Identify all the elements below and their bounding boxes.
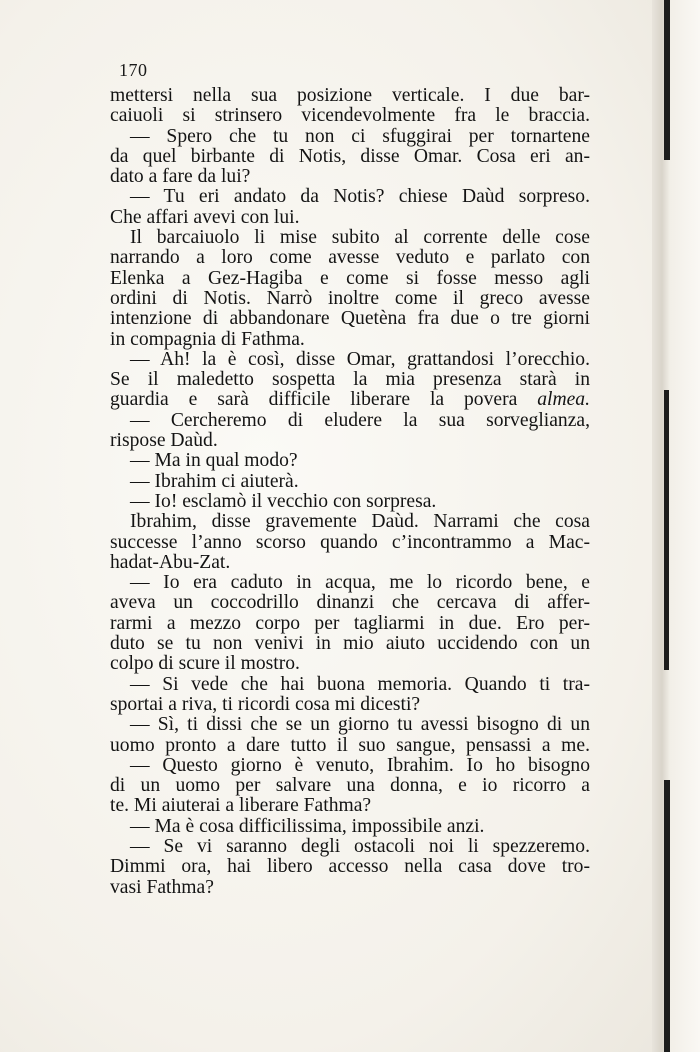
page-number: 170 [119,60,148,80]
text-line-content: guardia e sarà difficile liberare la povera [110,389,518,411]
text-line [110,675,590,695]
text-line [110,776,590,796]
text-line-content: da quel birbante di Notis, disse Omar. Cosa eri an- [110,145,590,167]
text-line-content: di un uomo per salvare una donna, e io ricorro a [110,775,590,797]
text-line-content: Ibrahim, disse gravemente Daùd. Narrami che cosa [130,511,590,533]
text-line [110,106,590,126]
text-line [110,857,590,877]
italic-word: almea. [537,389,590,411]
text-line-content: — Se vi saranno degli ostacoli noi li spezzeremo. [130,835,590,857]
text-line-content: te. Mi aiuterai a liberare Fathma? [110,795,372,817]
text-line-content: duto se tu non venivi in mio aiuto uccidendo con un [110,633,590,655]
text-line-content: narrando a loro come avesse veduto e parlato con [110,247,590,269]
text-line-content: ordini di Notis. Narrò inoltre come il greco avesse [110,287,590,309]
text-line [110,593,590,613]
text-line-content: in compagnia di Fathma. [110,328,305,350]
body-text [110,86,590,898]
text-line-content: sportai a riva, ti ricordi cosa mi dicesti? [110,693,421,715]
text-line [110,147,590,167]
text-line [110,208,590,228]
text-line [110,228,590,248]
text-line [110,86,590,106]
text-line-content: caiuoli si strinsero vicendevolmente fra le braccia. [110,105,590,127]
text-line-content: mettersi nella sua posizione verticale. I due bar- [110,85,590,106]
text-line [110,634,590,654]
text-line [110,411,590,431]
text-line [110,695,590,715]
text-line [110,817,590,837]
spine-shadow-top [664,0,670,160]
text-line [110,269,590,289]
text-line-content: — Ma è cosa difficilissima, impossibile anzi. [130,815,485,837]
text-line-content: — Sì, ti dissi che se un giorno tu avessi bisogno di un [130,714,590,736]
text-line-content: intenzione di abbandonare Quetèna fra due o tre giorni [110,308,590,330]
text-line [110,715,590,735]
text-line [110,472,590,492]
text-line [110,390,590,410]
text-line-content: — Si vede che hai buona memoria. Quando ti tra- [130,673,590,695]
text-line [110,492,590,512]
text-line-content: — Tu eri andato da Notis? chiese Daùd sorpreso. [130,186,590,208]
text-line [110,330,590,350]
text-line-content: Il barcaiuolo li mise subito al corrente delle cose [130,227,590,249]
text-line-content: Elenka a Gez-Hagiba e come si fosse messo agli [110,267,590,289]
text-line-content: Che affari avevi con lui. [110,206,300,228]
text-line-content: — Io era caduto in acqua, me lo ricordo bene, e [130,572,590,594]
text-line [110,796,590,816]
text-line-content: rispose Daùd. [110,430,218,452]
text-line [110,187,590,207]
text-line [110,370,590,390]
text-line [110,614,590,634]
text-line-content: — Cercheremo di eludere la sua sorveglianza, [130,409,590,431]
spine-shadow-middle [664,390,669,670]
text-line [110,878,590,898]
text-line-content: aveva un coccodrillo dinanzi che cercava di affer- [110,592,590,614]
text-line [110,431,590,451]
text-line-content: colpo di scure il mostro. [110,653,300,675]
text-line-content: — Ma in qual modo? [130,450,298,472]
text-line [110,512,590,532]
text-line [110,533,590,553]
book-spine-edge [652,0,700,1052]
text-line-content: — Spero che tu non ci sfuggirai per tornartene [130,125,590,147]
text-line [110,451,590,471]
text-line [110,756,590,776]
text-line-content: Dimmi ora, hai libero accesso nella casa dove tro- [110,856,590,878]
text-line [110,736,590,756]
text-line-content: vasi Fathma? [110,876,214,898]
text-line [110,350,590,370]
text-line-content: dato a fare da lui? [110,166,251,188]
spine-shadow-bottom [664,780,670,1052]
text-line-content: — Ah! la è così, disse Omar, grattandosi l’orecchio. [130,348,590,370]
text-line [110,309,590,329]
text-line [110,837,590,857]
text-line [110,248,590,268]
text-line-content: — Ibrahim ci aiuterà. [130,470,299,492]
text-line-content: rarmi a mezzo corpo per tagliarmi in due. Ero per- [110,612,590,634]
text-line [110,127,590,147]
text-line [110,553,590,573]
text-line [110,654,590,674]
text-line [110,289,590,309]
text-line [110,167,590,187]
text-line-content: hadat-Abu-Zat. [110,551,231,573]
text-line [110,573,590,593]
text-line-content: — Questo giorno è venuto, Ibrahim. Io ho bisogno [130,754,590,776]
text-line-content: Se il maledetto sospetta la mia presenza starà in [110,369,590,391]
text-line-content: successe l’anno scorso quando c’incontrammo a Mac- [110,531,590,553]
text-line-content: uomo pronto a dare tutto il suo sangue, pensassi a me. [110,734,590,756]
text-line-content: — Io! esclamò il vecchio con sorpresa. [130,490,437,512]
